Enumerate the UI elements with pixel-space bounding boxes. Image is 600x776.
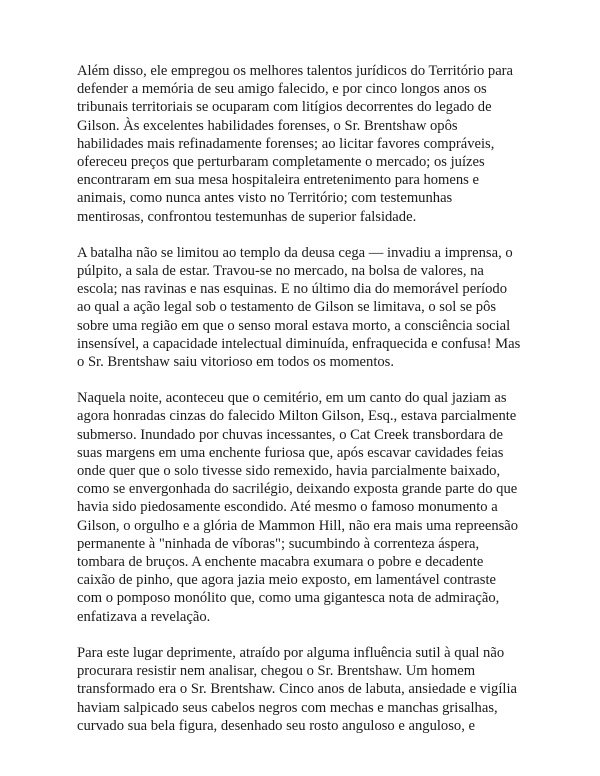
text-line: submerso. Inundado por chuvas incessantes, o Cat Creek transbordara de bbox=[77, 426, 503, 443]
text-line: transformado era o Sr. Brentshaw. Cinco anos de labuta, ansiedade e vigília bbox=[77, 681, 517, 698]
paragraph-2 bbox=[77, 244, 547, 371]
text-line: ao qual a ação legal sob o testamento de Gilson se limitava, o sol se pôs bbox=[77, 299, 497, 316]
text-line: haviam salpicado seus cabelos negros com mechas e manchas grisalhas, bbox=[77, 699, 498, 716]
text-line: insensível, a capacidade intelectual diminuída, enfraquecida e confusa! Mas bbox=[77, 335, 521, 352]
text-line: tombara de bruços. A enchente macabra exumara o pobre e decadente bbox=[77, 554, 484, 571]
text-line: Além disso, ele empregou os melhores talentos jurídicos do Território para bbox=[77, 63, 514, 79]
text-line: ofereceu preços que perturbaram completamente o mercado; os juízes bbox=[77, 154, 485, 171]
text-line: enfatizava a revelação. bbox=[77, 608, 211, 625]
text-line: havia sido piedosamente escondido. Até mesmo o famoso monumento a bbox=[77, 499, 498, 516]
paragraph-1 bbox=[77, 62, 547, 226]
text-line: tribunais territoriais se ocuparam com litígios decorrentes do legado de bbox=[77, 99, 492, 116]
text-line: sobre uma região em que o senso moral estava morto, a consciência social bbox=[77, 317, 511, 334]
text-line: o Sr. Brentshaw saiu vitorioso em todos os momentos. bbox=[77, 354, 395, 371]
text-line: mentirosas, confrontou testemunhas de superior falsidade. bbox=[77, 208, 417, 225]
text-line: onde quer que o solo tivesse sido remexido, havia parcialmente baixado, bbox=[77, 463, 501, 480]
text-line: agora honradas cinzas do falecido Milton Gilson, Esq., estava parcialmente bbox=[77, 408, 517, 425]
text-line: procurara resistir nem analisar, chegou o Sr. Brentshaw. Um homem bbox=[77, 663, 476, 680]
text-line: curvado sua bela figura, desenhado seu rosto anguloso e anguloso, e bbox=[77, 717, 475, 734]
text-line: suas margens em uma enchente furiosa que, após escavar cavidades feias bbox=[77, 444, 504, 461]
text-line: púlpito, a sala de estar. Travou-se no mercado, na bolsa de valores, na bbox=[77, 263, 484, 280]
text-line: defender a memória de seu amigo falecido, e por cinco longos anos os bbox=[77, 81, 487, 98]
text-line: Gilson, o orgulho e a glória de Mammon Hill, não era mais uma repreensão bbox=[77, 517, 519, 534]
text-line: animais, como nunca antes visto no Território; com testemunhas bbox=[77, 190, 453, 207]
text-line: Naquela noite, aconteceu que o cemitério, em um canto do qual jaziam as bbox=[77, 390, 507, 407]
paragraph-3 bbox=[77, 389, 547, 626]
text-line: caixão de pinho, que agora jazia meio exposto, em lamentável contraste bbox=[77, 572, 497, 589]
text-line: habilidades mais refinadamente forenses; ao licitar favores compráveis, bbox=[77, 135, 495, 152]
text-line: Gilson. Às excelentes habilidades forenses, o Sr. Brentshaw opôs bbox=[77, 117, 458, 134]
text-line: Para este lugar deprimente, atraído por alguma influência sutil à qual não bbox=[77, 644, 505, 661]
text-line: como se envergonhada do sacrilégio, deixando exposta grande parte do que bbox=[77, 481, 518, 498]
paragraph-4 bbox=[77, 644, 547, 735]
text-line: com o pomposo monólito que, como uma gigantesca nota de admiração, bbox=[77, 590, 500, 607]
text-line: permanente à "ninhada de víboras"; sucumbindo à correnteza áspera, bbox=[77, 535, 480, 552]
text-line: A batalha não se limitou ao templo da deusa cega — invadiu a imprensa, o bbox=[77, 244, 513, 261]
text-line: encontraram em sua mesa hospitaleira entretenimento para homens e bbox=[77, 172, 479, 189]
body-text bbox=[77, 62, 547, 735]
text-line: escola; nas ravinas e nas esquinas. E no último dia do memorável período bbox=[77, 281, 507, 298]
